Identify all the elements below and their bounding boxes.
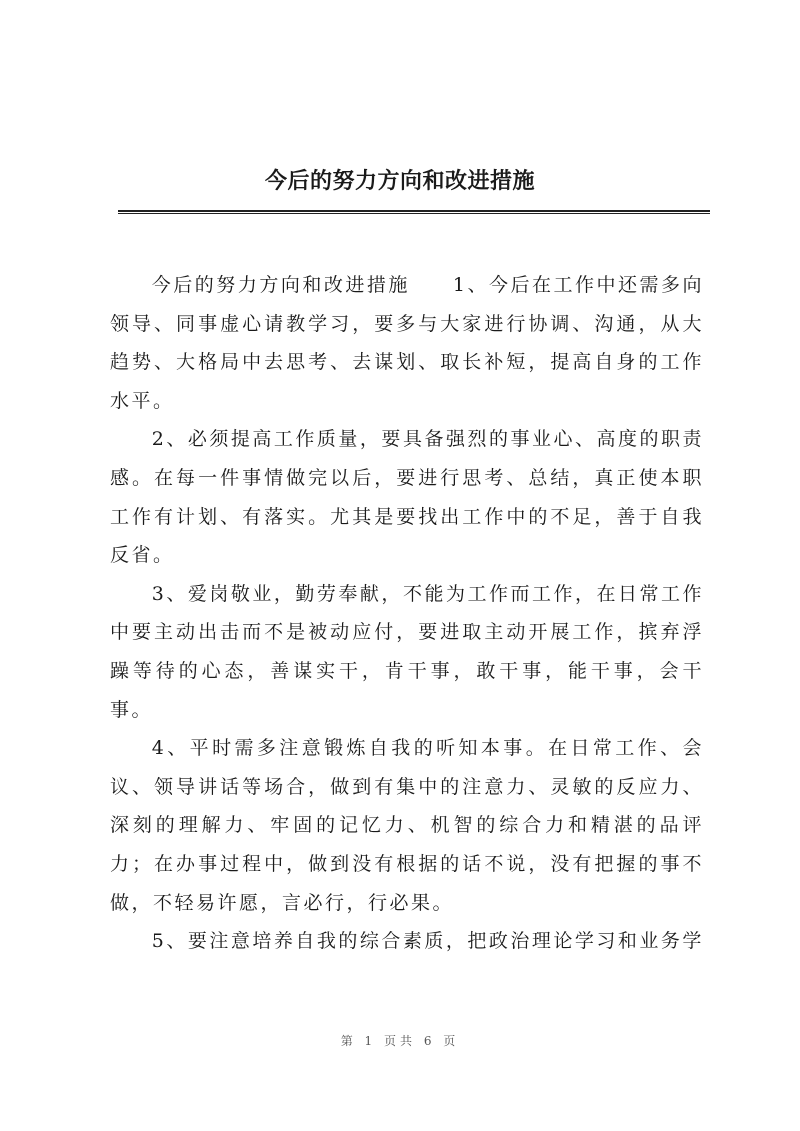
paragraph-2: 2、必须提高工作质量，要具备强烈的事业心、高度的职责感。在每一件事情做完以后，要进行思考、总结，真正使本职工作有计划、有落实。尤其是要找出工作中的不足，善于自我反省。: [110, 428, 704, 567]
page-footer: 第 1 页共 6 页: [340, 1034, 460, 1048]
document-body: [110, 266, 704, 961]
paragraph-3: 3、爱岗敬业，勤劳奉献，不能为工作而工作，在日常工作中要主动出击而不是被动应付，要进取主动开展工作，摈弃浮躁等待的心态，善谋实干，肯干事，敢干事，能干事，会干事。: [110, 582, 704, 721]
paragraph-4: 4、平时需多注意锻炼自我的听知本事。在日常工作、会议、领导讲话等场合，做到有集中的注意力、灵敏的反应力、深刻的理解力、牢固的记忆力、机智的综合力和精湛的品评力；在办事过程中，做到没有根据的话不说，没有把握的事不做，不轻易许愿，言必行，行必果。: [110, 737, 704, 914]
title-divider: [118, 210, 710, 214]
paragraph-5: 5、要注意培养自我的综合素质，把政治理论学习和业务学: [151, 930, 704, 953]
paragraph-1: 今后的努力方向和改进措施 1、今后在工作中还需多向领导、同事虚心请教学习，要多与大家进行协调、沟通，从大趋势、大格局中去思考、去谋划、取长补短，提高自身的工作水平。: [110, 274, 704, 412]
page-title: 今后的努力方向和改进措施: [264, 168, 535, 194]
